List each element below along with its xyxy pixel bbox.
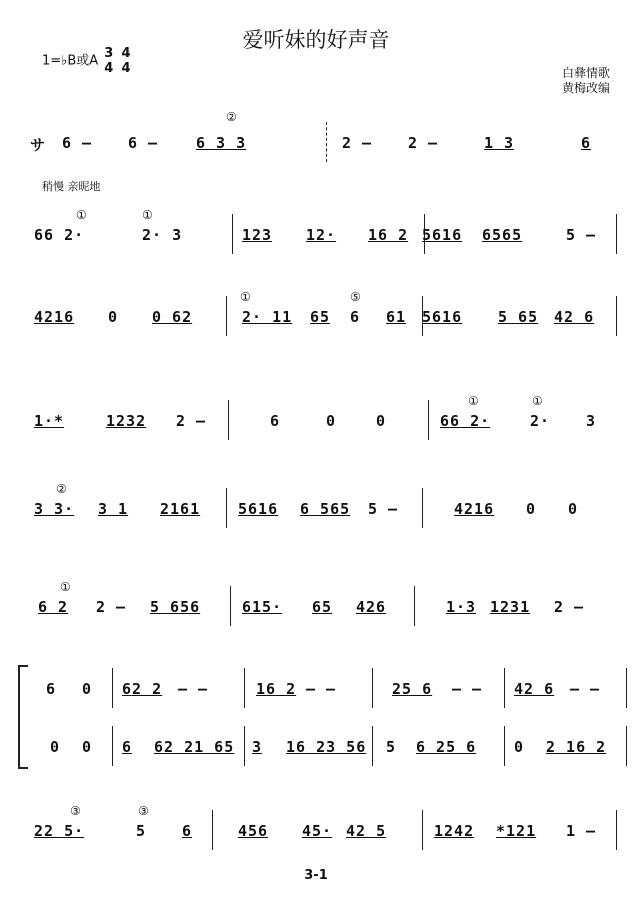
note-group: 6: [581, 134, 592, 152]
score-row-4: 1·* 1232 2 – 6 0 0 ① 66 2· ① 2· 3: [36, 412, 618, 438]
time-sig-3-4: 3 4: [104, 46, 114, 76]
note-group: 2· 3: [142, 226, 183, 244]
score-row-5: ② 3 3· 3 1 2161 5616 6 565 5 – 4216 0 0: [36, 500, 618, 526]
score-row-3: 4216 0 0 62 ① 2· 11 65 ⑤ 6 61 5616 5 65 42 6: [36, 308, 618, 334]
note-group: 4216: [34, 308, 75, 326]
score-row-6: ① 6 2 2 – 5 656 615· 65 426 1·3 1231 2 –: [36, 598, 618, 624]
note-group: 5616: [422, 226, 463, 244]
score-row-1: [30, 110, 618, 160]
score-row-8: 0 0 6 62 21 65 3 16 23 56 5 6 25 6 0 2 16 2: [36, 738, 618, 764]
note-group: 16 2: [368, 226, 409, 244]
credits: 白彝情歌 黄梅改编: [561, 66, 610, 95]
note-group: 12·: [306, 226, 337, 244]
system-brace: [18, 665, 28, 769]
note-group: 6565: [482, 226, 523, 244]
dashed-barline: [326, 122, 328, 162]
note-group: 2 –: [342, 134, 373, 152]
note-group: 2 –: [408, 134, 439, 152]
song-title: 爱听妹的好声音: [242, 28, 390, 52]
score-row-7: 6 0 62 2 – – 16 2 – – 25 6 – – 42 6 – –: [36, 680, 618, 706]
key-signature: 1=♭B或A 3 4 4 4: [42, 46, 131, 76]
note-group: 6 –: [62, 134, 93, 152]
time-sig-4-4: 4 4: [121, 46, 131, 76]
note-group: 5 –: [566, 226, 597, 244]
expression-mark: 稍慢 亲昵地: [42, 180, 101, 193]
note-group: 6 –: [128, 134, 159, 152]
free-rhythm-symbol: サ: [30, 136, 47, 154]
note-group: 123: [242, 226, 273, 244]
string-mark: ②: [226, 110, 237, 124]
note-group: 6 3 3: [196, 134, 247, 152]
page-number: 3-1: [304, 868, 328, 883]
score-row-9: ③ 22 5· ③ 5 6 456 45· 42 5 1242 *121 1 –: [36, 822, 618, 848]
note-group: 1 3: [484, 134, 515, 152]
score-row-2: ① 66 2· ① 2· 3 123 12· 16 2 5616 6565 5 –: [36, 226, 618, 252]
note-group: 66 2·: [34, 226, 85, 244]
